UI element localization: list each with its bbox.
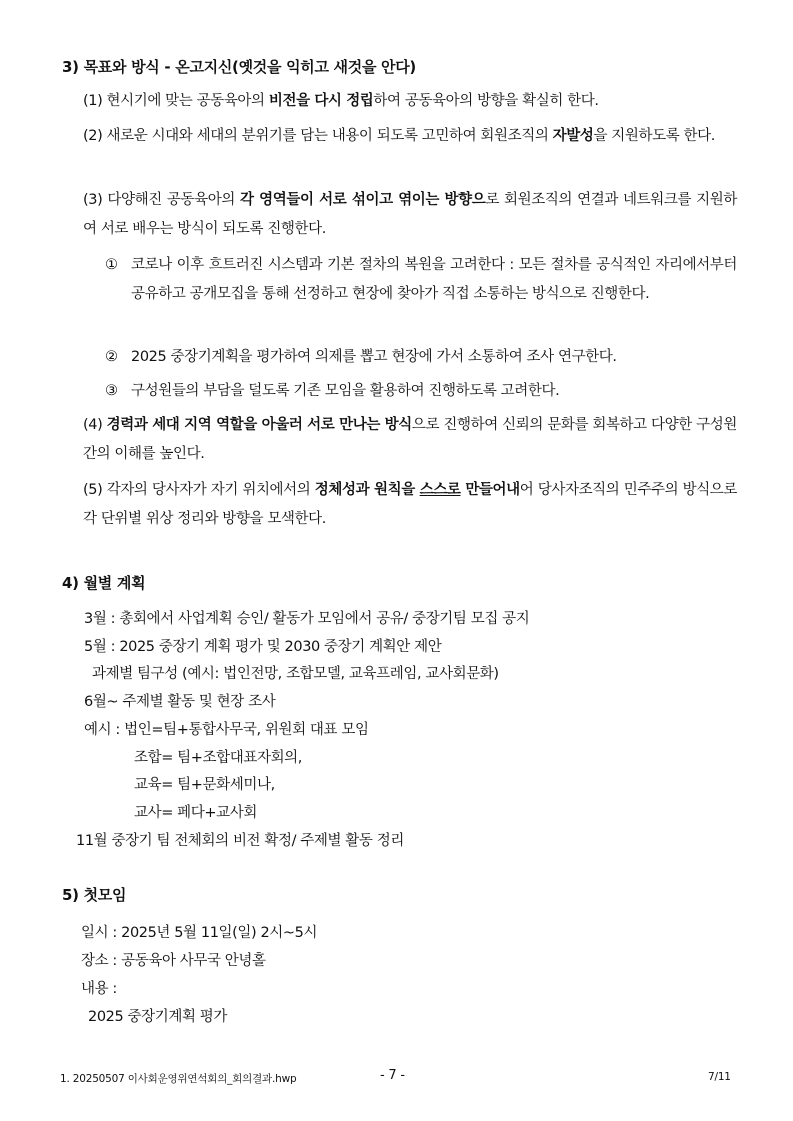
first-meeting-content-label: 내용 : — [81, 981, 117, 997]
plan-line-union: 조합= 팀+조합대표자회의, — [134, 750, 302, 766]
goal-item-5: (5) 각자의 당사자가 자기 위치에서의 정체성과 원칙을 스스로 만들어내어 당사자조직의 민주주의 방식으로 각 단위별 위상 정리와 방향을 모색한다. — [83, 482, 738, 527]
sub-item-3-text: 구성원들의 부담을 덜도록 기존 모임을 활용하여 진행하도록 고려한다. — [131, 383, 560, 399]
plan-line-november: 11월 중장기 팀 전체회의 비전 확정/ 주제별 활동 정리 — [76, 833, 404, 849]
goal-item-1: (1) 현시기에 맞는 공동육아의 비전을 다시 정립하여 공동육아의 방향을 확실히 한다. — [83, 93, 599, 109]
plan-line-teams: 과제별 팀구성 (예시: 법인전망, 조합모델, 교육프레임, 교사회문화) — [92, 666, 499, 682]
plan-line-june: 6월~ 주제별 활동 및 현장 조사 — [84, 694, 276, 710]
sub-item-2-text: 2025 중장기계획을 평가하여 의제를 뽑고 현장에 가서 소통하여 조사 연구한다. — [131, 349, 617, 365]
plan-line-teacher: 교사= 페다+교사회 — [134, 805, 257, 821]
first-meeting-content: 2025 중장기계획 평가 — [88, 1009, 227, 1025]
sub-item-2-number: ② — [105, 349, 118, 365]
sub-item-1-text: 코로나 이후 흐트러진 시스템과 기본 절차의 복원을 고려한다 : 모든 절차를 공식적인 자리에서부터 공유하고 공개모집을 통해 선정하고 현장에 찾아가 직접 소통하는 방식으로 진행한다. — [131, 257, 737, 302]
footer-filename: 1. 20250507 이사회운영위연석회의_회의결과.hwp — [60, 1073, 297, 1085]
plan-line-march: 3월 : 총회에서 사업계획 승인/ 활동가 모임에서 공유/ 중장기팀 모집 공지 — [84, 611, 530, 627]
footer-page-number: - 7 - — [380, 1068, 405, 1083]
section-3-heading: 3) 목표와 방식 - 온고지신(옛것을 익히고 새것을 안다) — [62, 58, 416, 76]
goal-item-4: (4) 경력과 세대 지역 역할을 아울러 서로 만나는 방식으로 진행하여 신뢰의 문화를 회복하고 다양한 구성원 간의 이해를 높인다. — [83, 417, 737, 462]
sub-item-1-number: ① — [105, 257, 118, 273]
goal-item-2: (2) 새로운 시대와 세대의 분위기를 담는 내용이 되도록 고민하여 회원조직의 자발성을 지원하도록 한다. — [83, 128, 715, 144]
plan-line-may: 5월 : 2025 중장기 계획 평가 및 2030 중장기 계획안 제안 — [84, 639, 442, 655]
sub-item-3-number: ③ — [105, 383, 118, 399]
section-4-heading: 4) 월별 계획 — [62, 574, 146, 592]
footer-page-count: 7/11 — [708, 1071, 731, 1083]
plan-line-education: 교육= 팀+문화세미나, — [134, 777, 275, 793]
section-5-heading: 5) 첫모임 — [62, 886, 127, 904]
first-meeting-date: 일시 : 2025년 5월 11일(일) 2시~5시 — [81, 925, 318, 941]
plan-line-example: 예시 : 법인=팀+통합사무국, 위원회 대표 모임 — [84, 722, 369, 738]
goal-item-3: (3) 다양해진 공동육아의 각 영역들이 서로 섞이고 엮이는 방향으로 회원조직의 연결과 네트워크를 지원하여 서로 배우는 방식이 되도록 진행한다. — [83, 192, 737, 237]
first-meeting-place: 장소 : 공동육아 사무국 안녕홀 — [81, 953, 266, 969]
